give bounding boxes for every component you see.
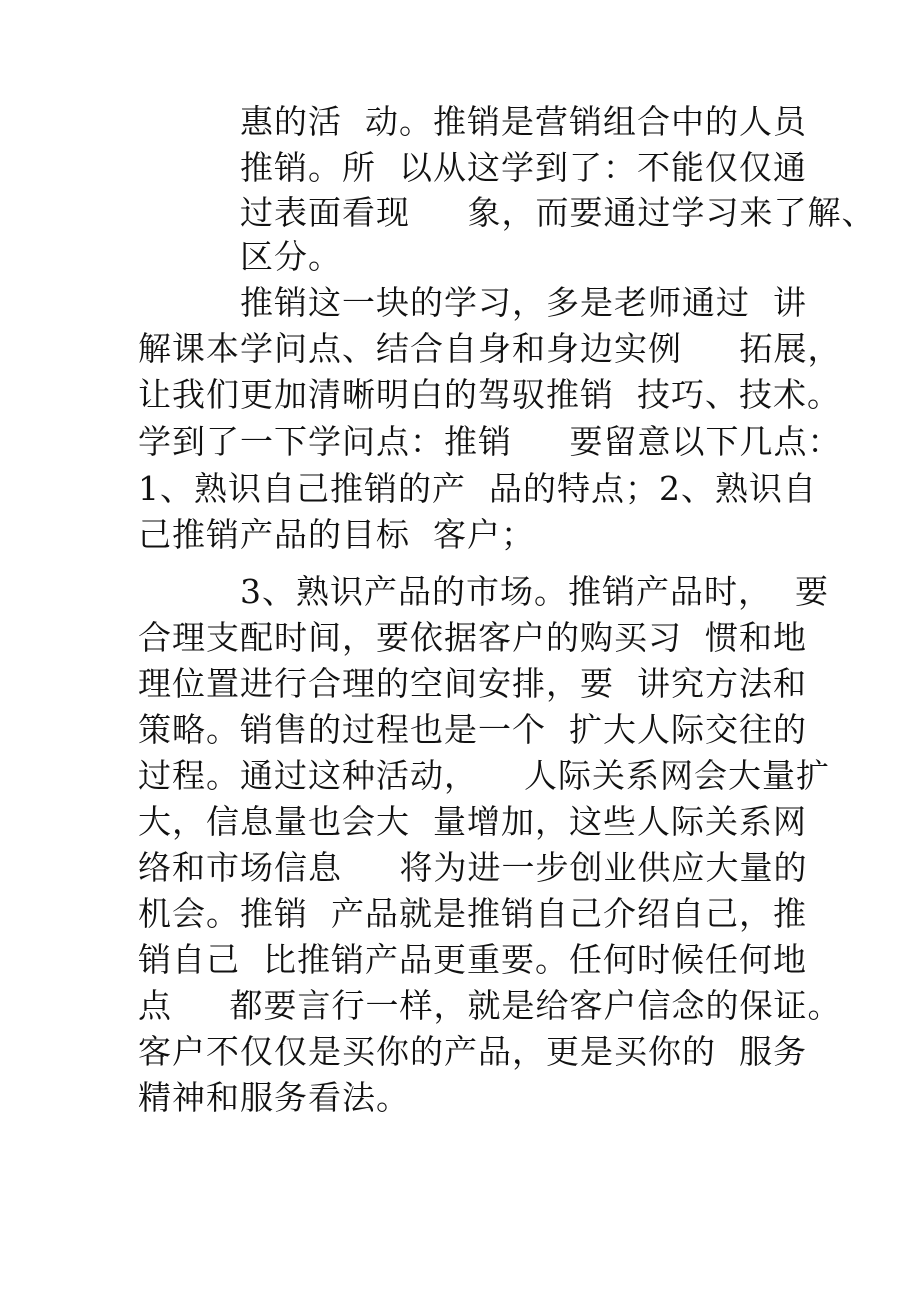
text-line: 精神和服务看法。 bbox=[138, 1078, 410, 1117]
text-line: 学到了一下学问点：推销 要留意以下几点： bbox=[138, 422, 842, 461]
text-line: 1、熟识自己推销的产 品的特点；2、熟识自 bbox=[138, 469, 817, 508]
text-line: 3、熟识产品的市场。推销产品时， 要 bbox=[240, 572, 829, 611]
text-line: 大，信息量也会大 量增加，这些人际关系网 bbox=[138, 802, 807, 841]
text-line: 推销。所 以从这学到了：不能仅仅通 bbox=[240, 148, 807, 187]
text-line: 惠的活 动。推销是营销组合中的人员 bbox=[240, 102, 807, 141]
text-line: 客户不仅仅是买你的产品，更是买你的 服务 bbox=[138, 1032, 807, 1071]
text-line: 己推销产品的目标 客户； bbox=[138, 515, 535, 554]
text-line: 区分。 bbox=[240, 237, 342, 276]
text-line: 过程。通过这种活动， 人际关系网会大量扩 bbox=[138, 756, 830, 795]
text-line: 点 都要言行一样，就是给客户信念的保证。 bbox=[138, 986, 842, 1025]
text-line: 推销这一块的学习，多是老师通过 讲 bbox=[240, 283, 807, 322]
text-line: 销自己 比推销产品更重要。任何时候任何地 bbox=[138, 940, 807, 979]
text-line: 解课本学问点、结合自身和身边实例 拓展， bbox=[138, 329, 842, 368]
text-line: 机会。推销 产品就是推销自己介绍自己，推 bbox=[138, 894, 807, 933]
text-line: 理位置进行合理的空间安排，要 讲究方法和 bbox=[138, 664, 807, 703]
text-line: 合理支配时间，要依据客户的购买习 惯和地 bbox=[138, 618, 807, 657]
text-line: 策略。销售的过程也是一个 扩大人际交往的 bbox=[138, 710, 807, 749]
text-line: 过表面看现 象，而要通过学习来了解、 bbox=[240, 193, 876, 232]
text-line: 让我们更加清晰明白的驾驭推销 技巧、技术。 bbox=[138, 375, 841, 414]
text-line: 络和市场信息 将为进一步创业供应大量的 bbox=[138, 848, 808, 887]
